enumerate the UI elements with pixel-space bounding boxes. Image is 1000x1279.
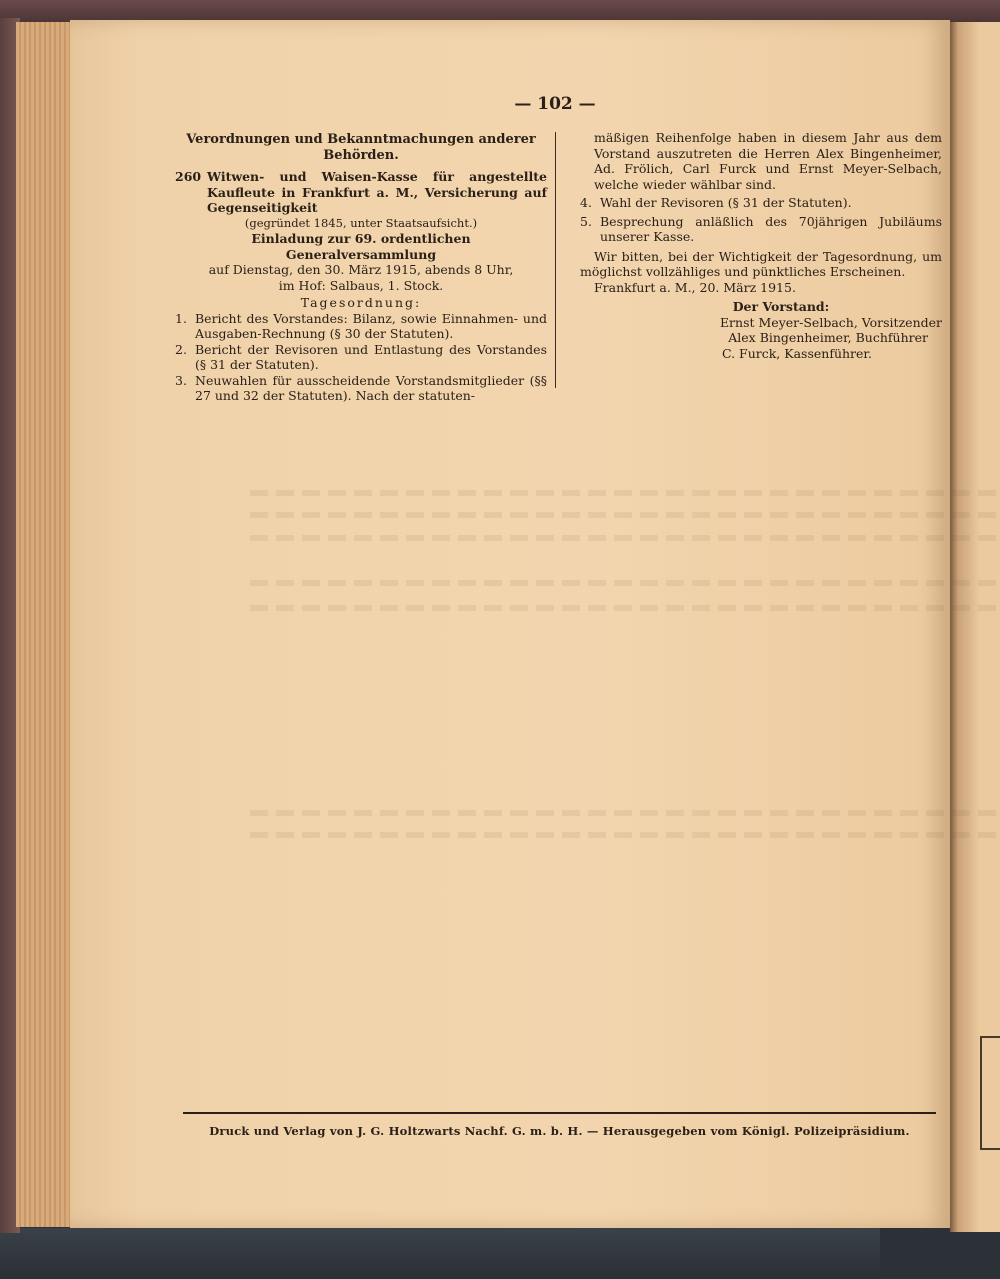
section-heading: Verordnungen und Bekanntmachungen anderer Behörden. [186,132,536,163]
agenda-heading: Tagesordnung: [300,295,422,310]
meeting-date: auf Dienstag, den 30. März 1915, abends 8 Uhr, [208,262,514,277]
agenda-item-text: Bericht des Vorstandes: Bilanz, sowie Einnahmen- und Ausgaben-Rechnung (§ 30 der Statuten). [195,310,547,341]
invitation-line: Einladung zur 69. ordentlichen Generalversammlung [251,231,471,262]
signature-treasurer: C. Furck, Kassenführer. [721,345,872,361]
agenda-item-number: 3. [175,372,187,388]
agenda-item [175,311,547,342]
agenda-item [580,195,942,211]
entry-title: Witwen- und Waisen-Kasse für angestellte Kaufleute in Frankfurt a. M., Versicherung auf Gegenseitigkeit [207,169,547,215]
signature-bookkeeper: Alex Bingenheimer, Buchführer [728,330,928,345]
column-divider [555,132,556,388]
place-date: Frankfurt a. M., 20. März 1915. [594,279,796,295]
agenda-item-number: 4. [580,195,592,210]
page-edges [16,22,75,1227]
adjacent-page-edge [950,22,1000,1232]
attendance-request: Wir bitten, bei der Wichtigkeit der Tagesordnung, um möglichst vollzähliges und pünktliches Erscheinen. [580,248,942,279]
right-column [580,130,942,361]
meeting-place: im Hof: Salbaus, 1. Stock. [278,277,444,293]
adjacent-page-frame [980,1036,1000,1150]
agenda-item-text: Neuwahlen für ausscheidende Vorstandsmitglieder (§§ 27 und 32 der Statuten). Nach der statuten- [195,372,547,403]
book-cover-bottom [0,1228,880,1279]
notice-entry [175,169,547,216]
signature-chair: Ernst Meyer-Selbach, Vorsitzender [719,314,942,330]
agenda-item [175,373,547,404]
agenda-item-number: 1. [175,310,187,326]
footer-rule [183,1112,936,1114]
page-number: — 102 — [514,94,596,114]
agenda-item-number: 2. [175,341,187,357]
agenda-item [175,342,547,373]
agenda-item [580,214,942,245]
agenda-item-text: Besprechung anläßlich des 70jährigen Jubiläums unserer Kasse. [600,213,942,244]
agenda-item-number: 5. [580,213,592,229]
founded-note: (gegründet 1845, unter Staatsaufsicht.) [244,215,478,230]
entry-number: 260 [175,169,202,184]
agenda-item-text: Bericht der Revisoren und Entlastung des Vorstandes (§ 31 der Statuten). [195,341,547,372]
imprint-footer: Druck und Verlag von J. G. Holtzwarts Nachf. G. m. b. H. — Herausgegeben vom Königl. Polizeipräsidium. [209,1124,910,1138]
agenda-continuation: mäßigen Reihenfolge haben in diesem Jahr aus dem Vorstand auszutreten die Herren Alex Bingenheimer, Ad. Frölich, Carl Furck und Ernst Meyer-Selbach, welche wieder wählbar sind. [594,130,942,192]
left-column [175,132,547,404]
board-heading: Der Vorstand: [732,299,830,314]
agenda-item-text: Wahl der Revisoren (§ 31 der Statuten). [600,195,852,210]
